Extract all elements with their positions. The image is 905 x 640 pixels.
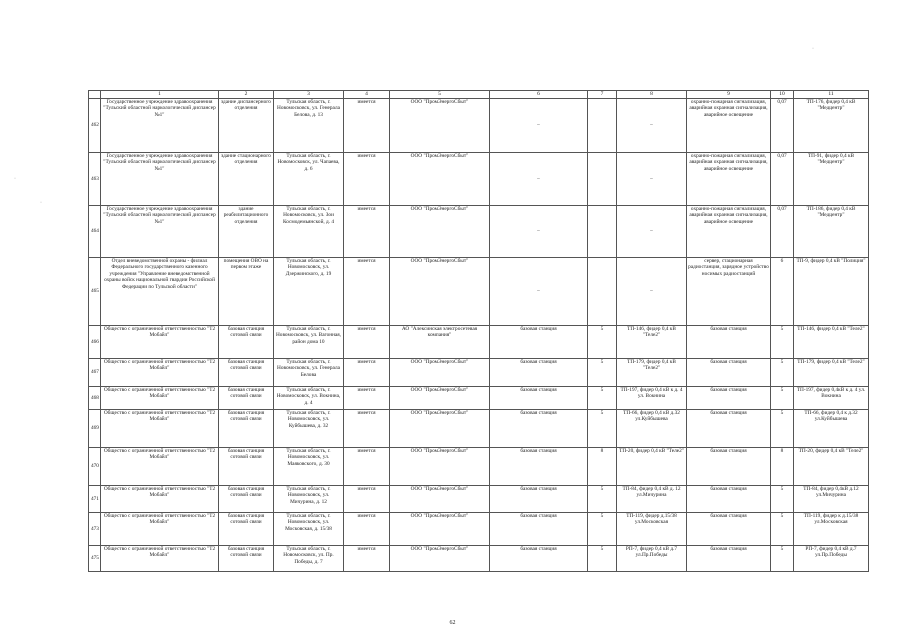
table-cell: 5 — [771, 387, 794, 410]
scan-mark: · — [812, 46, 814, 52]
table-cell: ООО "ПромЭнергоСбыт" — [390, 206, 490, 258]
table-cell: ТП-20, фидер 0,4 кВ "Теле2" — [617, 448, 687, 486]
table-cell: имеется — [344, 448, 390, 486]
table-cell: 5 — [771, 326, 794, 359]
table-cell: Тульская область, г. Новомосковск, ул. Зои Космодемьянской, д. 4 — [274, 206, 344, 258]
row-number: 466 — [89, 326, 101, 359]
table-cell: 5 — [771, 486, 794, 513]
table-cell: базовая станция — [490, 387, 588, 410]
row-number: 469 — [89, 410, 101, 448]
row-number: 467 — [89, 359, 101, 387]
table-cell — [588, 153, 617, 206]
table-cell: – — [617, 153, 687, 206]
header-cell: 1 — [101, 91, 219, 99]
table-cell: ООО "ПромЭнергоСбыт" — [390, 99, 490, 153]
table-cell: ТП-20, фидер 0,4 кВ "Теле2" — [794, 448, 869, 486]
table-cell: имеется — [344, 546, 390, 572]
table-cell: базовая станция — [687, 513, 771, 546]
register-table — [88, 90, 869, 572]
table-cell: ООО "ПромЭнергоСбыт" — [390, 153, 490, 206]
table-cell: 0,07 — [771, 99, 794, 153]
table-cell: базовая станция сотовой связи — [219, 448, 274, 486]
row-number: 475 — [89, 546, 101, 572]
table-row — [89, 359, 869, 387]
table-cell: – — [490, 99, 588, 153]
table-cell: здание стационарного отделения — [219, 153, 274, 206]
scan-mark: · — [40, 200, 42, 206]
table-cell — [588, 99, 617, 153]
table-cell: базовая станция — [490, 410, 588, 448]
table-cell: Общество с ограниченной ответственностью "Т2 Мобайл" — [101, 387, 219, 410]
table-cell: базовая станция сотовой связи — [219, 326, 274, 359]
table-cell: базовая станция — [490, 513, 588, 546]
table-cell: ТП-179, фидер 0,4 кВ "Теле2" — [794, 359, 869, 387]
table-cell: Общество с ограниченной ответственностью "Т2 Мобайл" — [101, 326, 219, 359]
table-cell: охранно-пожарная сигнализация, аварийная охранная сигнализация, аварийное освещение — [687, 206, 771, 258]
table-cell: 8 — [771, 448, 794, 486]
table-cell: помещения ОВО на первом этаже — [219, 258, 274, 326]
header-cell-blank — [89, 91, 101, 99]
table-row — [89, 99, 869, 153]
table-cell: РП-7, фидер 0,4 кВ д.7 ул.Пр.Победы — [617, 546, 687, 572]
table-cell: АО "Алексинская электросетевая компания" — [390, 326, 490, 359]
table-cell: охранно-пожарная сигнализация, аварийная охранная сигнализация, аварийное освещение — [687, 99, 771, 153]
header-cell: 7 — [588, 91, 617, 99]
table-cell: базовая станция сотовой связи — [219, 387, 274, 410]
header-cell: 2 — [219, 91, 274, 99]
table-cell: ТП-91, фидер 0,4 кВ "Медцентр" — [794, 153, 869, 206]
table-cell: Общество с ограниченной ответственностью "Т2 Мобайл" — [101, 546, 219, 572]
table-cell: ТП-197, фидер 0,4 кВ к д. 4 ул. Вокнина — [617, 387, 687, 410]
table-row — [89, 546, 869, 572]
table-row — [89, 448, 869, 486]
table-cell: 5 — [588, 486, 617, 513]
table-cell: ТП-176, фидер 0,4 кВ "Медцентр" — [794, 99, 869, 153]
table-cell: базовая станция — [490, 359, 588, 387]
table-cell: ООО "ПромЭнергоСбыт" — [390, 258, 490, 326]
table-cell: Тульская область, г. Новомосковск, ул. Вокнина, д. 4 — [274, 387, 344, 410]
table-cell: Общество с ограниченной ответственностью "Т2 Мобайл" — [101, 486, 219, 513]
header-cell: 3 — [274, 91, 344, 99]
scan-mark: · — [14, 176, 16, 182]
table-row — [89, 410, 869, 448]
table-cell: Общество с ограниченной ответственностью "Т2 Мобайл" — [101, 448, 219, 486]
table-cell: 5 — [771, 513, 794, 546]
table-cell: 5 — [771, 546, 794, 572]
table-cell: ООО "ПромЭнергоСбыт" — [390, 448, 490, 486]
header-cell: 11 — [794, 91, 869, 99]
table-cell: 5 — [588, 513, 617, 546]
table-cell: базовая станция — [490, 326, 588, 359]
table-cell — [588, 258, 617, 326]
table-cell: ТП-179, фидер 0,4 кВ "Теле2" — [617, 359, 687, 387]
row-number: 473 — [89, 513, 101, 546]
table-cell: имеется — [344, 206, 390, 258]
table-cell: базовая станция сотовой связи — [219, 410, 274, 448]
table-cell: базовая станция сотовой связи — [219, 359, 274, 387]
table-cell: Тульская область, г. Новомосковск, ул. Генерала Белова, д. 13 — [274, 99, 344, 153]
table-row — [89, 153, 869, 206]
table-cell: имеется — [344, 486, 390, 513]
table-cell: ООО "ПромЭнергоСбыт" — [390, 359, 490, 387]
table-row — [89, 387, 869, 410]
table-cell: имеется — [344, 258, 390, 326]
table-cell: Тульская область, г. Новомосковск, ул. Маяковского, д. 30 — [274, 448, 344, 486]
row-number: 465 — [89, 258, 101, 326]
header-cell: 4 — [344, 91, 390, 99]
header-cell: 10 — [771, 91, 794, 99]
table-cell: 5 — [588, 387, 617, 410]
table-cell: ТП-119, фидер д.15/38 ул.Московская — [617, 513, 687, 546]
header-cell: 5 — [390, 91, 490, 99]
table-cell: 6 — [771, 258, 794, 326]
table-cell: здание реабилитационного отделения — [219, 206, 274, 258]
row-number: 468 — [89, 387, 101, 410]
table-cell: базовая станция — [687, 410, 771, 448]
table-cell: 0,07 — [771, 206, 794, 258]
table-cell: охранно-пожарная сигнализация, аварийная охранная сигнализация, аварийное освещение — [687, 153, 771, 206]
table-row — [89, 206, 869, 258]
table-cell: базовая станция — [490, 486, 588, 513]
column-number-row — [89, 91, 869, 99]
table-cell: Тульская область, г. Новомосковск, ул. Вагонная, район дома 10 — [274, 326, 344, 359]
table-cell: РП-7, фидер 0,4 кВ д.7 ул.Пр.Победы — [794, 546, 869, 572]
row-number: 463 — [89, 153, 101, 206]
table-row — [89, 326, 869, 359]
table-cell: 5 — [588, 359, 617, 387]
table-cell: Государственное учреждение здравоохранения "Тульский областной наркологический диспансер №1" — [101, 206, 219, 258]
header-cell: 6 — [490, 91, 588, 99]
table-cell: ООО "ПромЭнергоСбыт" — [390, 486, 490, 513]
table-cell: базовая станция — [687, 326, 771, 359]
table-cell: 5 — [588, 546, 617, 572]
table-cell: здание диспансерного отделения — [219, 99, 274, 153]
table-cell: ТП-66, фидер 0,4 к д.32 ул.Куйбышева — [794, 410, 869, 448]
table-cell: базовая станция — [687, 486, 771, 513]
table-cell: имеется — [344, 326, 390, 359]
table-row — [89, 258, 869, 326]
table-cell: базовая станция сотовой связи — [219, 513, 274, 546]
table-cell: имеется — [344, 99, 390, 153]
table-cell: Тульская область, г. Новомосковск, ул. Дзержинского, д. 19 — [274, 258, 344, 326]
table-cell: Общество с ограниченной ответственностью "Т2 Мобайл" — [101, 410, 219, 448]
table-cell: Тульская область, г. Новомосковск, ул. Чапаева, д. 6 — [274, 153, 344, 206]
table-cell: 5 — [588, 326, 617, 359]
table-cell: базовая станция — [687, 448, 771, 486]
table-cell: базовая станция — [687, 387, 771, 410]
table-cell: базовая станция сотовой связи — [219, 546, 274, 572]
table-cell: ТП-84, фидер 0,4 кВ д. 12 ул.Мичурина — [617, 486, 687, 513]
table-cell: ООО "ПромЭнергоСбыт" — [390, 513, 490, 546]
table-cell: имеется — [344, 153, 390, 206]
table-cell: Государственное учреждение здравоохранения "Тульский областной наркологический диспансер №1" — [101, 153, 219, 206]
table-cell: имеется — [344, 513, 390, 546]
table-cell: Общество с ограниченной ответственностью "Т2 Мобайл" — [101, 513, 219, 546]
table-cell: ТП-84, фидер 0,4кВ д.12 ул.Мичурина — [794, 486, 869, 513]
row-number: 471 — [89, 486, 101, 513]
header-cell: 8 — [617, 91, 687, 99]
table-cell: Тульская область, г. Новомосковск, ул. Пр. Победы, д. 7 — [274, 546, 344, 572]
table-cell: ТП-197, фидер 0,4кВ к д. 4 ул. Вокнина — [794, 387, 869, 410]
table-cell: сервер, стационарная радиостанция, зарядное устройство носимых радиостанций — [687, 258, 771, 326]
table-cell: ТП-66, фидер 0,4 кВ д.32 ул.Куйбышева — [617, 410, 687, 448]
table-cell: Тульская область, г. Новомосковск, ул. Мичурина, д. 12 — [274, 486, 344, 513]
table-cell: имеется — [344, 387, 390, 410]
table-cell: Государственное учреждение здравоохранения "Тульский областной наркологический диспансер №1" — [101, 99, 219, 153]
table-cell: – — [617, 99, 687, 153]
row-number: 464 — [89, 206, 101, 258]
table-cell: Отдел вневедомственной охраны - филиал Федерального государственного казенного учреждения "Управление вневедомственной охраны войск национальной гвардии Российской Федерации по Тульской области" — [101, 258, 219, 326]
row-number: 462 — [89, 99, 101, 153]
table-cell: Тульская область, г. Новомосковск, ул. Московская, д. 15/38 — [274, 513, 344, 546]
table-cell: Тульская область, г. Новомосковск, ул. Генерала Белова — [274, 359, 344, 387]
table-cell: ТП-186, фидер 0,4 кВ "Медцентр" — [794, 206, 869, 258]
table-cell: ТП-119, фидер к д.15/38 ул.Московская — [794, 513, 869, 546]
table-cell: – — [617, 206, 687, 258]
table-cell: 8 — [588, 448, 617, 486]
table-cell: ООО "ПромЭнергоСбыт" — [390, 410, 490, 448]
page-number: 62 — [449, 620, 456, 626]
table-cell: – — [617, 258, 687, 326]
table-cell: ТП-9, фидер 0,4 кВ "Полиция" — [794, 258, 869, 326]
table-cell: – — [490, 206, 588, 258]
table-cell: 5 — [771, 410, 794, 448]
table-row — [89, 513, 869, 546]
table-cell: базовая станция сотовой связи — [219, 486, 274, 513]
table-cell: – — [490, 153, 588, 206]
table-cell: базовая станция — [687, 359, 771, 387]
table-cell: ООО "ПромЭнергоСбыт" — [390, 546, 490, 572]
table-cell: базовая станция — [490, 546, 588, 572]
table-cell: 0,07 — [771, 153, 794, 206]
header-cell: 9 — [687, 91, 771, 99]
table-cell — [588, 206, 617, 258]
table-cell: 5 — [771, 359, 794, 387]
table-cell: ТП-146, фидер 0,4 кВ "Теле2" — [617, 326, 687, 359]
table-cell: – — [490, 258, 588, 326]
table-cell: имеется — [344, 410, 390, 448]
table-cell: Тульская область, г. Новомосковск, ул. Куйбышева, д. 32 — [274, 410, 344, 448]
table-cell: базовая станция — [687, 546, 771, 572]
row-number: 470 — [89, 448, 101, 486]
table-row — [89, 486, 869, 513]
table-cell: ТП-146, фидер 0,4 кВ "Теле2" — [794, 326, 869, 359]
table-cell: ООО "ПромЭнергоСбыт" — [390, 387, 490, 410]
table-cell: имеется — [344, 359, 390, 387]
table-cell: 5 — [588, 410, 617, 448]
table-cell: базовая станция — [490, 448, 588, 486]
table-cell: Общество с ограниченной ответственностью "Т2 Мобайл" — [101, 359, 219, 387]
